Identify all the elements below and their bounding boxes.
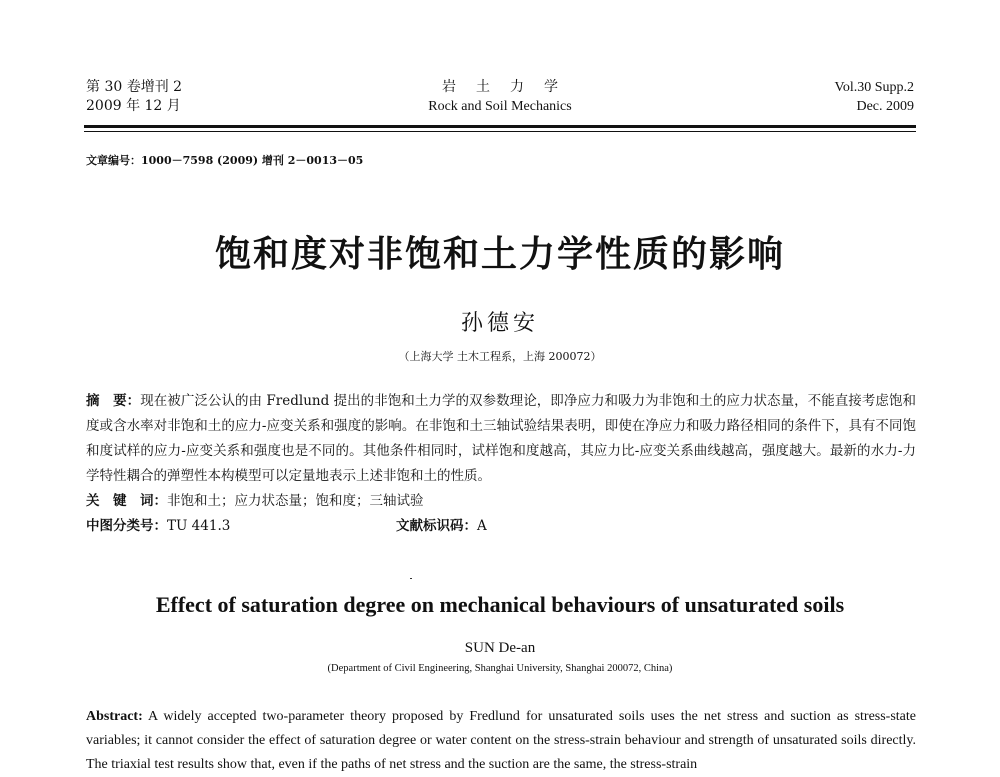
- document-code: [396, 514, 487, 534]
- affiliation-en: (Department of Civil Engineering, Shanghai University, Shanghai 200072, China): [327, 663, 673, 674]
- abstract-cn-text: 现在被广泛公认的由 Fredlund 提出的非饱和土力学的双参数理论，即净应力和吸力为非饱和土的应力状态量，不能直接考虑饱和度或含水率对非饱和土的应力-应变关系和强度的影响。在非饱和土三轴试验结果表明，即使在净应力和吸力路径相同的条件下，具有不同饱和度试样的应力-应变关系和强度也是不同的。其他条件相同时，试样饱和度越高，其应力比-应变关系曲线越高，强度越大。最新的水力-力学特性耦合的弹塑性本构模型可以定量地表示上述非饱和土的性质。: [86, 393, 916, 484]
- header-rule-thin: [84, 131, 916, 132]
- abstract-cn-label: 摘 要：: [86, 393, 141, 409]
- keywords-cn-label: 关 键 词：: [86, 493, 167, 509]
- abstract-cn: [86, 389, 916, 489]
- volume-issue: 第 30 卷增刊 2: [86, 79, 183, 95]
- journal-issue-info: [86, 78, 182, 116]
- issue-date-en: Dec. 2009: [856, 99, 914, 114]
- classification-line: [86, 514, 916, 534]
- paper-title-cn: 饱和度对非饱和土力学性质的影响: [214, 234, 785, 275]
- journal-name-en: Rock and Soil Mechanics: [428, 99, 572, 114]
- paper-title-en: Effect of saturation degree on mechanical behaviours of unsaturated soils: [155, 592, 845, 617]
- header-rule-thick: [84, 125, 916, 128]
- author-name-en: SUN De-an: [464, 640, 536, 656]
- abstract-en-label: Abstract:: [86, 709, 143, 724]
- doc-code-label: 文献标识码：: [396, 518, 477, 534]
- abstract-en-text: A widely accepted two-parameter theory proposed by Fredlund for unsaturated soils uses the net stress and suction as stress-state variables; it cannot consider the effect of saturation degree or water content on the stress-strain behaviour and strength of unsaturated soils directly. The triaxial test results show that, even if the paths of net stress and the suction are the same, the stress-strain: [86, 709, 916, 772]
- journal-issue-info-en: [835, 78, 914, 116]
- clc-label: 中图分类号：: [86, 518, 167, 534]
- keywords-cn: [86, 489, 916, 509]
- journal-name: [360, 78, 640, 116]
- volume-issue-en: Vol.30 Supp.2: [834, 80, 914, 95]
- doc-code-value: A: [477, 518, 487, 534]
- article-number: 文章编号：1000－7598 (2009) 增刊 2－0013－05: [86, 154, 364, 167]
- clc-value: TU 441.3: [167, 518, 231, 534]
- journal-name-cn: 岩土力学: [442, 79, 578, 95]
- affiliation-cn: （上海大学 土木工程系，上海 200072）: [398, 350, 602, 363]
- separator-dot: [410, 578, 412, 579]
- issue-date-cn: 2009 年 12 月: [86, 98, 181, 114]
- author-name-cn: 孙德安: [460, 311, 539, 336]
- abstract-en: [86, 705, 916, 772]
- keywords-cn-text: 非饱和土；应力状态量；饱和度；三轴试验: [167, 493, 424, 509]
